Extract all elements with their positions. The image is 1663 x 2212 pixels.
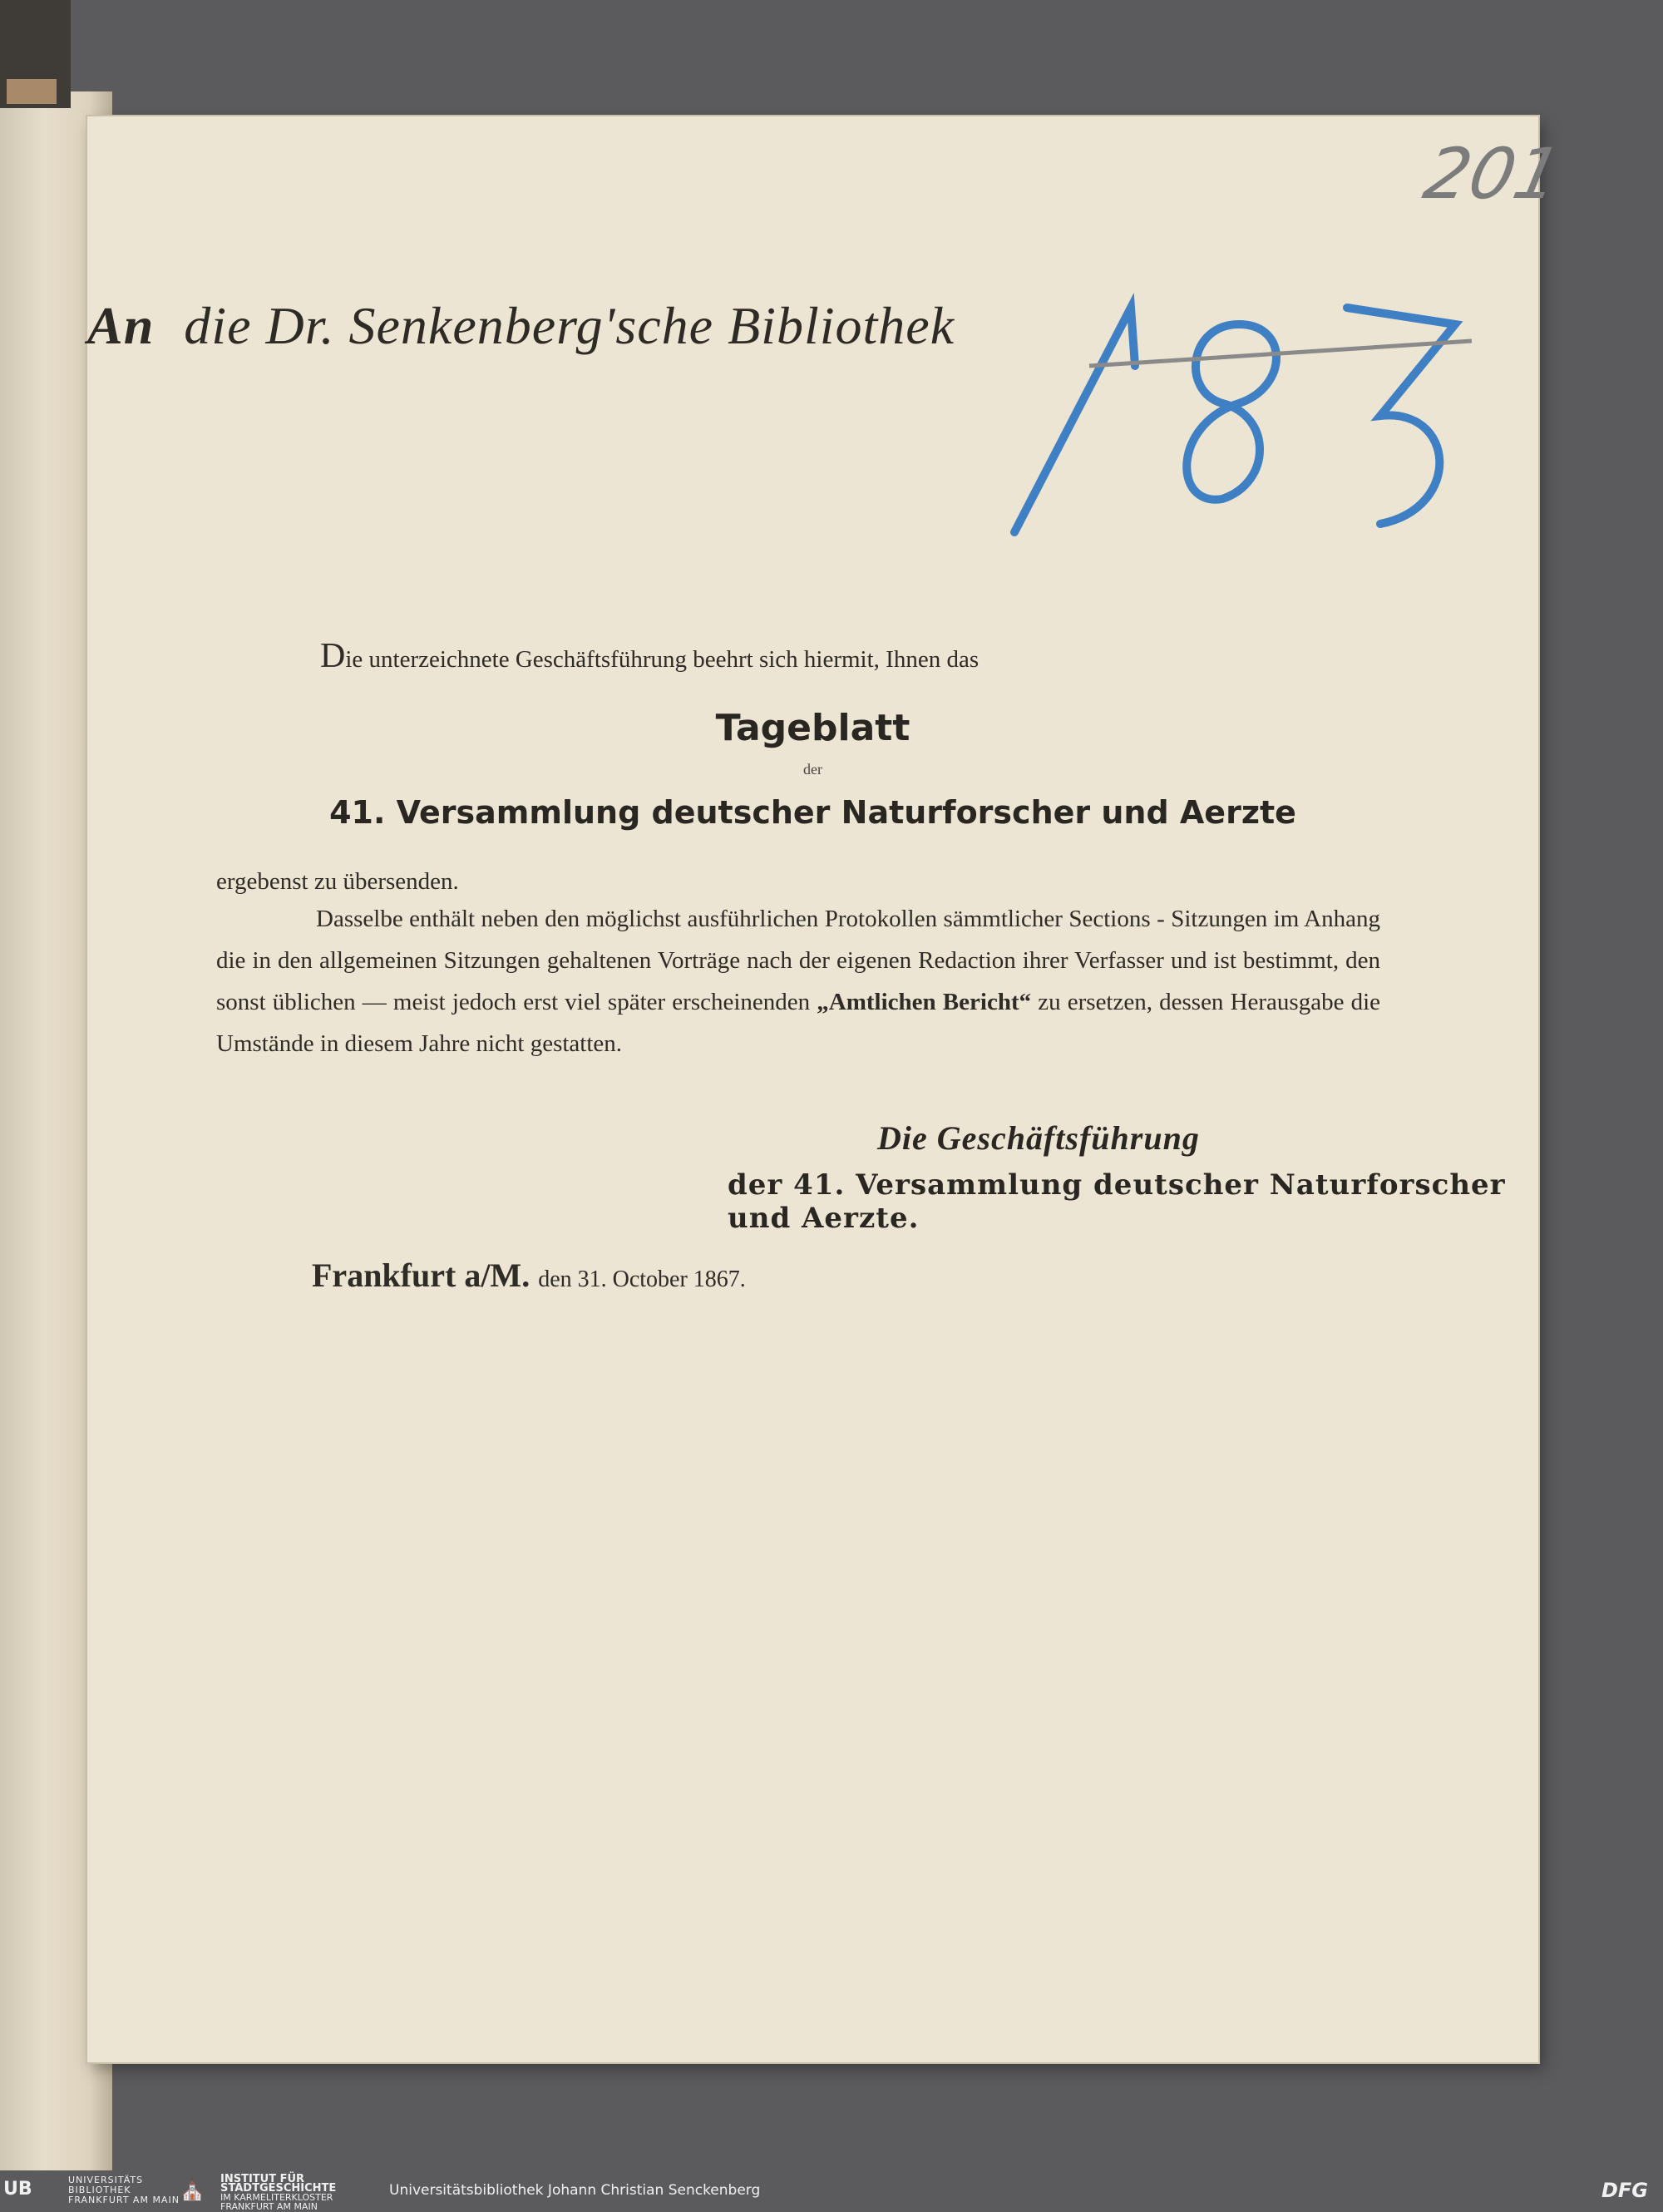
ub-text-line-1: UNIVERSITÄTS <box>68 2175 144 2185</box>
library-credit: Universitätsbibliothek Johann Christian Senckenberg <box>389 2182 761 2199</box>
binding-strip <box>7 79 57 104</box>
signature-line-1: Die Geschäftsführung <box>877 1119 1200 1157</box>
handwritten-address <box>87 295 955 357</box>
title-assembly: 41. Versammlung deutscher Naturforscher und Aerzte <box>329 794 1296 831</box>
isg-text-line-2: STADTGESCHICHTE <box>220 2182 337 2195</box>
paragraph-2-bold: „Amtlichen Bericht“ <box>817 989 1032 1015</box>
ub-logo-text <box>68 2175 180 2205</box>
footer-bar <box>0 2170 1663 2211</box>
intro-line <box>320 636 979 676</box>
ub-logo: UB <box>3 2179 32 2200</box>
paragraph-2 <box>216 898 1380 1064</box>
isg-text-line-3: IM KARMELITERKLOSTER <box>220 2192 333 2203</box>
pencil-archive-number: 201 <box>1417 133 1568 215</box>
place: Frankfurt a/M. <box>312 1257 530 1294</box>
dfg-logo: DFG <box>1601 2179 1648 2202</box>
isg-text-line-4: FRANKFURT AM MAIN <box>220 2201 318 2212</box>
date: den 31. October 1867. <box>538 1266 746 1292</box>
ub-text-line-2: BIBLIOTHEK <box>68 2185 131 2195</box>
isg-text-line-1: INSTITUT FÜR <box>220 2173 305 2185</box>
signature-line-2: der 41. Versammlung deutscher Naturforscher und Aerzte. <box>728 1168 1506 1235</box>
address-recipient: die Dr. Senkenberg'sche Bibliothek <box>184 296 955 355</box>
isg-logo-icon: ⛪ <box>179 2177 206 2202</box>
intro-initial: D <box>320 637 346 675</box>
paragraph-2-part-b: zu ersetzen, dessen Herausgabe die Umstände in diesem Jahre nicht gestatten. <box>216 989 1381 1057</box>
paragraph-2-part-a: Dasselbe enthält neben den möglichst ausführlichen Protokollen sämmtlicher Sections - Sitzungen im Anhang die in den allgemeinen Sitzungen gehaltenen Vorträge nach der eigenen Redaction ihrer Verfasser und ist bestimmt, den sonst üblichen — meist jedoch erst viel später erscheinenden <box>216 906 1380 1015</box>
blue-pencil-number <box>989 258 1513 607</box>
document-page <box>87 116 1568 2062</box>
intro-text: ie unterzeichnete Geschäftsführung beehrt sich hiermit, Ihnen das <box>345 646 980 673</box>
isg-logo-text <box>220 2175 336 2211</box>
dateline <box>312 1256 746 1295</box>
blue-number-text: 183 <box>1239 599 1241 600</box>
title-tageblatt: Tageblatt <box>715 707 910 749</box>
ub-text-line-3: FRANKFURT AM MAIN <box>68 2195 180 2205</box>
address-prefix: An <box>87 296 155 355</box>
paragraph-1: ergebenst zu übersenden. <box>216 868 459 895</box>
title-der: der <box>803 761 822 778</box>
